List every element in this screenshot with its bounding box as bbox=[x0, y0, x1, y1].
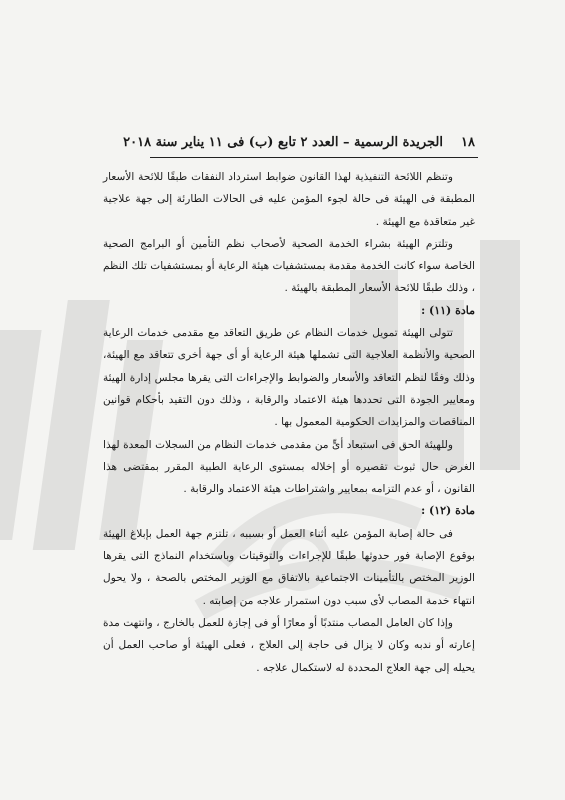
paragraph: وإذا كان العامل المصاب منتدبًا أو معارًا أو فى إجازة للعمل بالخارج ، وانتهت مدة إعارته أو ندبه وكان لا يزال فى حاجة إلى العلاج ، فعلى الهيئة أو صاحب العمل أن يحيله إلى جهة العلاج المحددة له لاستكمال علاجه . bbox=[103, 616, 475, 674]
header-rule bbox=[150, 157, 478, 158]
page-header bbox=[123, 135, 475, 157]
document-body bbox=[103, 166, 475, 679]
paragraph: وللهيئة الحق فى استبعاد أىٍّ من مقدمى خدمات النظام من السجلات المعدة لهذا الغرض حال ثبوت تقصيره أو إخلاله بمستوى الرعاية الطبية المقرر بمقتضى هذا القانون ، أو عدم التزامه بمعايير واشتراطات هيئة الاعتماد والرقابة . bbox=[103, 438, 475, 496]
article-heading: مادة (١٢) : bbox=[421, 504, 475, 518]
paragraph: تتولى الهيئة تمويل خدمات النظام عن طريق التعاقد مع مقدمى خدمات الرعاية الصحية والأنظمة العلاجية التى تشملها هيئة الرعاية أو أى جهة أخرى تتعاقد مع الهيئة، وذلك وفقًا لنظم التعاقد والأسعار والضوابط والإجراءات التى يقرها مجلس إدارة الهيئة ومعايير الجودة التى تحددها هيئة الاعتماد والرقابة ، وذلك دون التقيد بأحكام قوانين المناقصات والمزايدات الحكومية المعمول بها . bbox=[103, 327, 475, 429]
page-number: ١٨ bbox=[461, 135, 475, 150]
paragraph: وتنظم اللائحة التنفيذية لهذا القانون ضوابط استرداد النفقات طبقًا للائحة الأسعار المطبقة فى الهيئة فى حالة لجوء المؤمن عليه فى الحالات الطارئة إلى جهة علاجية غير متعاقدة مع الهيئة . bbox=[103, 171, 475, 228]
paragraph: وتلتزم الهيئة بشراء الخدمة الصحية لأصحاب نظم التأمين أو البرامج الصحية الخاصة سواء كانت الخدمة مقدمة بمستشفيات هيئة الرعاية أو بمستشفيات تلك النظم ، وذلك طبقًا للائحة الأسعار المطبقة بالهيئة . bbox=[103, 237, 475, 295]
article-heading: مادة (١١) : bbox=[421, 303, 475, 317]
paragraph: فى حالة إصابة المؤمن عليه أثناء العمل أو بسببه ، تلتزم جهة العمل بإبلاغ الهيئة بوقوع الإصابة فور حدوثها طبقًا للإجراءات والتوقيتات وباستخدام النماذج التى يقرها الوزير المختص بالتأمينات الاجتماعية بالاتفاق مع الوزير المختص بالصحة ، ولا يحول انتهاء خدمة المصاب لأى سبب دون استمرار علاجه من إصابته . bbox=[103, 527, 475, 607]
gazette-title: الجريدة الرسمية – العدد ٢ تابع (ب) فى ١١ يناير سنة ٢٠١٨ bbox=[123, 135, 443, 150]
